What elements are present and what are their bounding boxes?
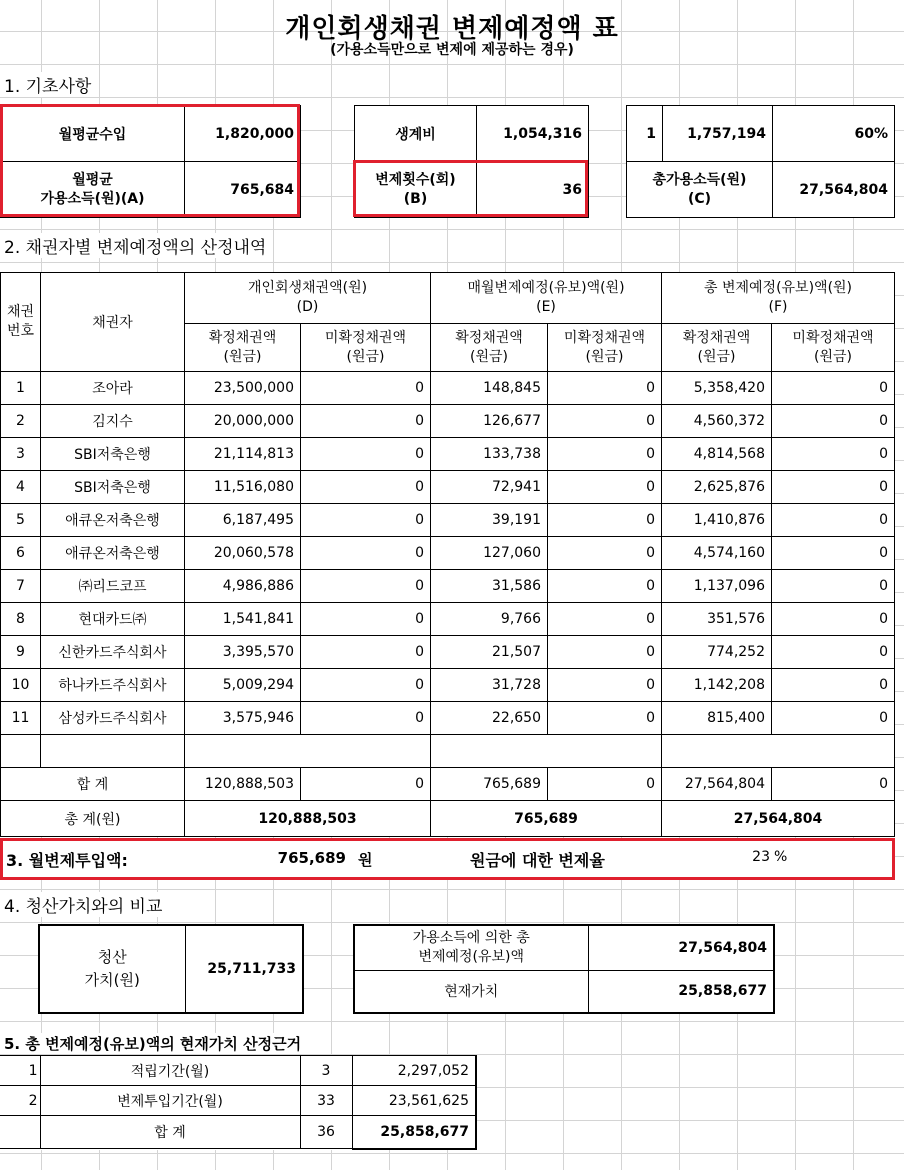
creditor-no: 7 [1,570,41,603]
page-subtitle: (가용소득만으로 변제에 제공하는 경우) [330,42,574,58]
debt-unconfirmed[interactable]: 0 [301,405,431,438]
table-row [1,669,895,702]
avg-income-label: 월평균수입 [1,106,185,162]
monthly-confirmed[interactable]: 126,677 [431,405,548,438]
creditor-name: SBI저축은행 [41,471,185,504]
total-unconfirmed[interactable]: 0 [772,669,895,702]
basis-label: 변제투입기간(월) [40,1086,300,1116]
total-unconfirmed[interactable]: 0 [772,702,895,735]
monthly-confirmed[interactable]: 127,060 [431,537,548,570]
creditor-name: 삼성카드주식회사 [41,702,185,735]
creditor-no: 10 [1,669,41,702]
liquidation-label [39,925,185,1013]
table-row [1,405,895,438]
ratio-number: 1 [627,106,663,162]
creditor-name: ㈜리드코프 [41,570,185,603]
header-e-line1: 매월변제예정(유보)액(원) [467,280,625,296]
grand-total-f[interactable]: 27,564,804 [662,801,895,837]
debt-confirmed[interactable]: 20,060,578 [185,537,301,570]
sum-e-confirmed[interactable]: 765,689 [431,768,548,801]
debt-confirmed[interactable]: 3,575,946 [185,702,301,735]
header-d-unconfirmed-line1: 미확정채권액 [324,329,407,346]
total-unconfirmed[interactable]: 0 [772,504,895,537]
repayment-count-label-line2: (B) [403,190,428,207]
table-row [1,537,895,570]
grand-total-row [1,801,895,837]
header-row-1 [1,273,895,324]
repayment-rate-label: 원금에 대한 변제율 [470,851,605,870]
basis-value[interactable]: 2,297,052 [352,1056,476,1086]
header-d-unconfirmed-line2: (원금) [346,348,385,365]
grand-total-label: 총 계(원) [1,801,185,837]
debt-confirmed[interactable]: 11,516,080 [185,471,301,504]
creditor-name: 조아라 [41,372,185,405]
empty-row [1,735,895,768]
creditor-name: 현대카드㈜ [41,603,185,636]
header-e-unconfirmed [548,324,662,372]
grand-total-d[interactable]: 120,888,503 [185,801,431,837]
basis-months[interactable]: 3 [300,1056,352,1086]
basis-no: 1 [0,1056,40,1086]
total-confirmed[interactable]: 815,400 [662,702,772,735]
sum-row [1,768,895,801]
debt-confirmed[interactable]: 3,395,570 [185,636,301,669]
monthly-payment-row [0,839,894,879]
empty-cell [185,735,301,768]
creditor-no: 5 [1,504,41,537]
header-f-unconfirmed [772,324,895,372]
header-d-line1: 개인회생채권액(원) [247,280,368,296]
sum-f-confirmed[interactable]: 27,564,804 [662,768,772,801]
total-unconfirmed[interactable]: 0 [772,636,895,669]
total-planned-value[interactable]: 27,564,804 [588,925,774,970]
header-f-line2: (F) [768,299,788,315]
sum-d-unconfirmed[interactable]: 0 [301,768,431,801]
section-2-heading: 2. 채권자별 변제예정액의 산정내역 [2,233,268,258]
creditor-no: 1 [1,372,41,405]
sum-f-unconfirmed[interactable]: 0 [772,768,895,801]
section-3-heading: 3. 월변제투입액: [6,851,128,870]
living-cost-value[interactable]: 1,054,316 [477,106,589,162]
repayment-count-label [355,162,477,218]
header-e-confirmed-line1: 확정채권액 [455,329,523,346]
empty-cell [1,735,41,768]
header-f-line1: 총 변제예정(유보)액(원) [704,280,853,296]
monthly-confirmed[interactable]: 31,586 [431,570,548,603]
repayment-count-label-line1: 변제횟수(회) [375,171,456,188]
total-unconfirmed[interactable]: 0 [772,372,895,405]
header-d-confirmed-line1: 확정채권액 [208,329,277,346]
total-confirmed[interactable]: 4,814,568 [662,438,772,471]
monthly-unconfirmed[interactable]: 0 [548,372,662,405]
monthly-unconfirmed[interactable]: 0 [548,405,662,438]
disposable-label-line2: 가용소득(원)(A) [40,190,145,207]
table-row [1,471,895,504]
present-value-table [353,924,775,1014]
total-unconfirmed[interactable]: 0 [772,471,895,504]
total-unconfirmed[interactable]: 0 [772,405,895,438]
basic-info-left-table [0,105,301,218]
total-disposable-value[interactable]: 27,564,804 [773,162,895,218]
header-d-line2: (D) [296,299,319,315]
ratio-percent[interactable]: 60% [773,106,895,162]
header-f-confirmed [662,324,772,372]
monthly-unconfirmed[interactable]: 0 [548,603,662,636]
total-confirmed[interactable]: 774,252 [662,636,772,669]
table-row [1,603,895,636]
total-planned-label-line1: 가용소득에 의한 총 [412,929,530,946]
monthly-confirmed[interactable]: 22,650 [431,702,548,735]
header-no [1,273,41,372]
sum-e-unconfirmed[interactable]: 0 [548,768,662,801]
monthly-confirmed[interactable]: 148,845 [431,372,548,405]
monthly-unconfirmed[interactable]: 0 [548,438,662,471]
total-disposable-label-line2: (C) [687,190,712,207]
creditor-no: 2 [1,405,41,438]
liquidation-label-line2: 가치(원) [84,971,140,989]
creditor-name: 신한카드주식회사 [41,636,185,669]
header-e-unconfirmed-line2: (원금) [585,348,624,365]
debt-unconfirmed[interactable]: 0 [301,636,431,669]
present-value-label: 현재가치 [354,970,588,1013]
debt-unconfirmed[interactable]: 0 [301,537,431,570]
debt-unconfirmed[interactable]: 0 [301,702,431,735]
monthly-unconfirmed[interactable]: 0 [548,471,662,504]
debt-unconfirmed[interactable]: 0 [301,438,431,471]
header-d-confirmed-line2: (원금) [223,348,262,365]
liquidation-label-line1: 청산 [97,948,127,966]
empty-cell [548,735,662,768]
liquidation-value[interactable]: 25,711,733 [185,925,303,1013]
total-confirmed[interactable]: 351,576 [662,603,772,636]
disposable-label-line1: 월평균 [72,171,113,188]
header-d-confirmed [185,324,301,372]
creditor-no: 6 [1,537,41,570]
ratio-amount[interactable]: 1,757,194 [663,106,773,162]
table-row [1,438,895,471]
debt-confirmed[interactable]: 21,114,813 [185,438,301,471]
basis-no: 2 [0,1086,40,1116]
total-confirmed[interactable]: 2,625,876 [662,471,772,504]
header-e-line2: (E) [536,299,556,315]
debt-unconfirmed[interactable]: 0 [301,603,431,636]
creditor-no: 3 [1,438,41,471]
basis-months[interactable]: 33 [300,1086,352,1116]
total-confirmed[interactable]: 1,137,096 [662,570,772,603]
basis-sum-empty [0,1116,40,1149]
basic-info-middle-table [354,105,589,218]
basis-value[interactable]: 23,561,625 [352,1086,476,1116]
basis-sum-label: 합 계 [40,1116,300,1149]
sum-label: 합 계 [1,768,185,801]
page-title: 개인회생채권 변제예정액 표 [285,14,619,44]
creditor-name: 김지수 [41,405,185,438]
repayment-rate-value[interactable]: 23 [752,849,770,865]
monthly-unconfirmed[interactable]: 0 [548,669,662,702]
basic-info-right-table [626,105,895,218]
debt-confirmed[interactable]: 4,986,886 [185,570,301,603]
total-planned-label-line2: 변제예정(유보)액 [418,948,525,965]
debt-confirmed[interactable]: 23,500,000 [185,372,301,405]
header-no-line1: 채권 [6,304,35,320]
grand-total-e[interactable]: 765,689 [431,801,662,837]
total-unconfirmed[interactable]: 0 [772,603,895,636]
debt-confirmed[interactable]: 1,541,841 [185,603,301,636]
monthly-unconfirmed[interactable]: 0 [548,537,662,570]
creditor-no: 11 [1,702,41,735]
debt-unconfirmed[interactable]: 0 [301,372,431,405]
creditor-no: 4 [1,471,41,504]
header-d-unconfirmed [301,324,431,372]
creditor-name: 하나카드주식회사 [41,669,185,702]
disposable-value[interactable]: 765,684 [185,162,301,218]
basis-sum-value[interactable]: 25,858,677 [352,1116,476,1149]
debt-unconfirmed[interactable]: 0 [301,504,431,537]
total-confirmed[interactable]: 1,142,208 [662,669,772,702]
monthly-confirmed[interactable]: 31,728 [431,669,548,702]
creditor-name: SBI저축은행 [41,438,185,471]
total-unconfirmed[interactable]: 0 [772,570,895,603]
basis-row [0,1086,476,1116]
debt-unconfirmed[interactable]: 0 [301,471,431,504]
basis-sum-row [0,1116,476,1149]
total-confirmed[interactable]: 1,410,876 [662,504,772,537]
header-f-unconfirmed-line1: 미확정채권액 [792,329,874,346]
debt-confirmed[interactable]: 5,009,294 [185,669,301,702]
table-row [1,504,895,537]
creditor-no: 8 [1,603,41,636]
table-row [1,570,895,603]
header-creditor: 채권자 [41,273,185,372]
monthly-unconfirmed[interactable]: 0 [548,636,662,669]
monthly-confirmed[interactable]: 9,766 [431,603,548,636]
repayment-count-value[interactable]: 36 [477,162,589,218]
creditor-no: 9 [1,636,41,669]
monthly-unconfirmed[interactable]: 0 [548,504,662,537]
liquidation-table [38,924,304,1014]
header-no-line2: 번호 [6,323,35,339]
sum-d-confirmed[interactable]: 120,888,503 [185,768,301,801]
monthly-unconfirmed[interactable]: 0 [548,702,662,735]
table-row [1,636,895,669]
empty-cell [431,735,548,768]
header-f-confirmed-line2: (원금) [697,348,736,365]
creditor-name: 애큐온저축은행 [41,537,185,570]
empty-cell [41,735,185,768]
header-d [185,273,431,324]
total-confirmed[interactable]: 5,358,420 [662,372,772,405]
monthly-payment-value[interactable]: 765,689 [277,849,346,867]
monthly-confirmed[interactable]: 39,191 [431,504,548,537]
debt-confirmed[interactable]: 6,187,495 [185,504,301,537]
creditor-name: 애큐온저축은행 [41,504,185,537]
total-disposable-label-line1: 총가용소득(원) [652,171,747,188]
monthly-confirmed[interactable]: 72,941 [431,471,548,504]
total-confirmed[interactable]: 4,574,160 [662,537,772,570]
total-unconfirmed[interactable]: 0 [772,438,895,471]
creditor-table [0,272,895,837]
avg-income-value[interactable]: 1,820,000 [185,106,301,162]
table-row [1,702,895,735]
section-4-heading: 4. 청산가치와의 비교 [2,892,164,917]
monthly-confirmed[interactable]: 133,738 [431,438,548,471]
basis-label: 적립기간(월) [40,1056,300,1086]
total-disposable-label [627,162,773,218]
basis-row [0,1056,476,1086]
debt-unconfirmed[interactable]: 0 [301,570,431,603]
basis-sum-months[interactable]: 36 [300,1116,352,1149]
monthly-unconfirmed[interactable]: 0 [548,570,662,603]
living-cost-label: 생계비 [355,106,477,162]
monthly-confirmed[interactable]: 21,507 [431,636,548,669]
table-row [1,372,895,405]
empty-cell [662,735,772,768]
disposable-label [1,162,185,218]
empty-cell [301,735,431,768]
header-e-confirmed-line2: (원금) [470,348,508,365]
total-unconfirmed[interactable]: 0 [772,537,895,570]
present-value-basis-table [0,1055,477,1150]
header-e [431,273,662,324]
debt-confirmed[interactable]: 20,000,000 [185,405,301,438]
debt-unconfirmed[interactable]: 0 [301,669,431,702]
present-value-value[interactable]: 25,858,677 [588,970,774,1013]
repayment-rate-unit: % [774,849,788,865]
empty-cell [772,735,895,768]
total-confirmed[interactable]: 4,560,372 [662,405,772,438]
header-e-confirmed [431,324,548,372]
header-e-unconfirmed-line1: 미확정채권액 [563,329,646,346]
monthly-payment-unit: 원 [358,851,373,869]
header-f-unconfirmed-line2: (원금) [814,348,852,365]
total-planned-label [354,925,588,970]
section-5-heading: 5. 총 변제예정(유보)액의 현재가치 산정근거 [4,1035,302,1053]
header-f-confirmed-line1: 확정채권액 [682,329,751,346]
section-1-heading: 1. 기초사항 [2,72,93,97]
header-f [662,273,895,324]
